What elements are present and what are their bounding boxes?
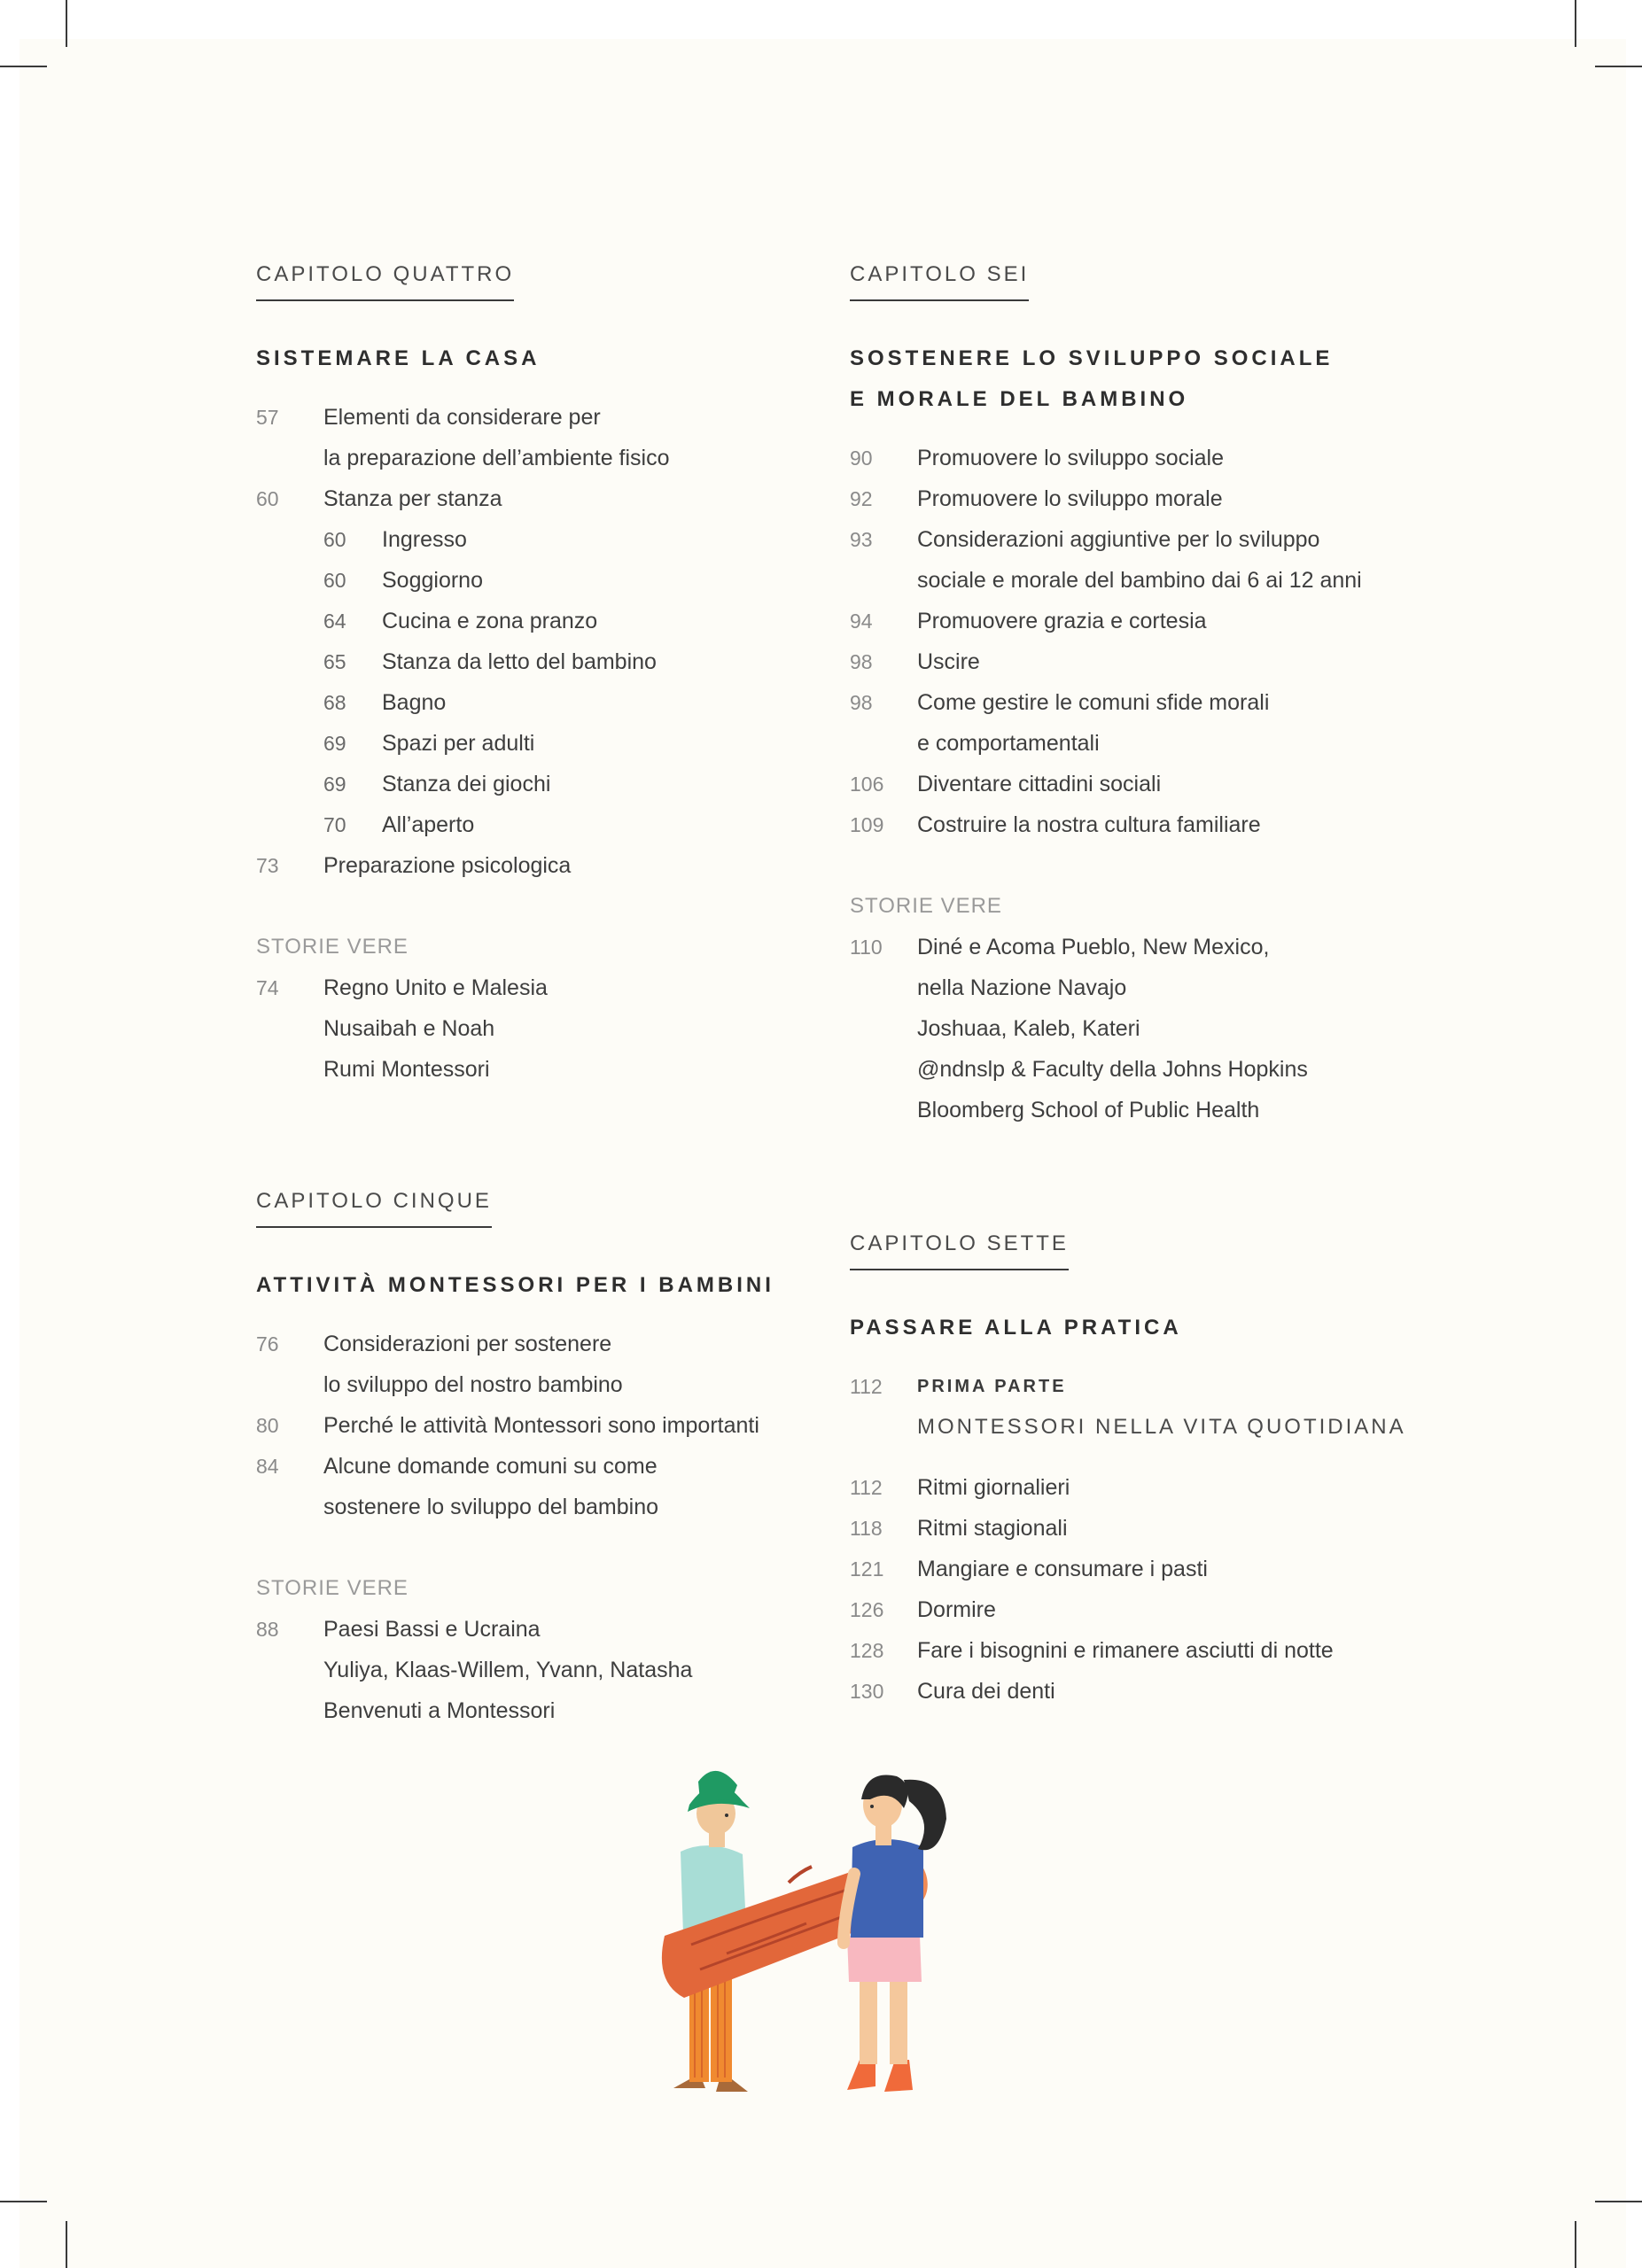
chapter-label: CAPITOLO SEI [850,262,1029,301]
page-number [850,1008,917,1049]
entry-text: Soggiorno [382,568,483,593]
entry-text: Stanza per stanza [323,486,502,511]
page-number [850,723,917,764]
entry-text: Nusaibah e Noah [323,1016,495,1041]
toc-entry[interactable] [850,1508,1470,1549]
stories-label: STORIE VERE [256,935,409,959]
page-number: 74 [256,976,279,999]
page-number: 94 [850,610,873,633]
page-number: 69 [323,732,346,755]
toc-entry[interactable] [256,1487,823,1527]
toc-entry[interactable] [256,1364,823,1405]
chapter-label: CAPITOLO QUATTRO [256,262,514,301]
entry-text: Regno Unito e Malesia [323,975,548,1000]
entry-text: Diné e Acoma Pueblo, New Mexico, [917,935,1270,959]
page-number [256,1008,323,1049]
crop-mark [1575,0,1576,47]
crop-mark [0,66,47,67]
entry-text: Diventare cittadini sociali [917,772,1162,796]
entry-text: Alcune domande comuni su come [323,1454,658,1479]
entry-text: Elementi da considerare per [323,405,601,430]
page-number [256,1487,323,1527]
toc-entry[interactable] [256,845,823,886]
page-number: 90 [850,447,873,470]
chapter-title: ATTIVITÀ MONTESSORI PER I BAMBINI [256,1273,774,1297]
page-number: 69 [323,773,346,796]
entry-text: Promuovere lo sviluppo sociale [917,446,1225,470]
toc-entry[interactable] [850,804,1470,845]
toc-sub-entry[interactable] [256,723,823,764]
crop-mark [1595,66,1642,67]
entry-text: @ndnslp & Faculty della Johns Hopkins [917,1057,1308,1082]
entry-text: Promuovere lo sviluppo morale [917,486,1223,511]
entry-text: sociale e morale del bambino dai 6 ai 12 anni [917,568,1362,593]
entry-text: la preparazione dell’ambiente fisico [323,446,670,470]
toc-entry[interactable] [850,723,1470,764]
page-number: 70 [323,813,346,836]
toc-entry[interactable] [256,438,823,478]
toc-entry[interactable] [850,927,1470,967]
toc-entry [850,1008,1470,1049]
page-number: 68 [323,691,346,714]
toc-entry [256,1650,823,1690]
page-number: 84 [256,1455,279,1478]
chapter-four [256,262,823,1090]
entry-text: Costruire la nostra cultura familiare [917,812,1261,837]
page-number: 118 [850,1517,883,1540]
toc-sub-entry[interactable] [256,601,823,641]
part-text [917,1366,1406,1448]
toc-entry[interactable] [850,478,1470,519]
page-number: 60 [256,487,279,510]
part-label: PRIMA PARTE [917,1377,1067,1396]
spacer [850,1448,1470,1467]
page-number: 98 [850,691,873,714]
toc-entry[interactable] [850,1630,1470,1671]
page-number: 112 [850,1476,883,1499]
toc-entry [256,1049,823,1090]
entry-text: Yuliya, Klaas-Willem, Yvann, Natasha [323,1658,693,1682]
entry-text: Stanza da letto del bambino [382,649,657,674]
page-number: 109 [850,813,884,836]
chapter-title-line: SOSTENERE LO SVILUPPO SOCIALE [850,346,1334,370]
page-number [256,1049,323,1090]
page-number: 98 [850,650,873,673]
toc-sub-entry[interactable] [256,682,823,723]
crop-mark [66,2221,67,2268]
page-number: 73 [256,854,279,877]
entry-text: Bagno [382,690,447,715]
entry-text: All’aperto [382,812,475,837]
entry-text: Bloomberg School of Public Health [917,1098,1260,1122]
page-number: 106 [850,773,884,796]
entry-text: sostenere lo sviluppo del bambino [323,1495,659,1519]
entry-text: Perché le attività Montessori sono importanti [323,1413,759,1438]
entry-text: Promuovere grazia e cortesia [917,609,1207,633]
page-number: 92 [850,487,873,510]
page-number: 57 [256,406,279,429]
page-number [256,1650,323,1690]
page-number [850,967,917,1008]
entry-text: Stanza dei giochi [382,772,551,796]
crop-mark [66,0,67,47]
toc-entry[interactable] [850,1549,1470,1589]
toc-sub-entry[interactable] [256,519,823,560]
chapter-title-line: E MORALE DEL BAMBINO [850,387,1189,411]
page-number [256,1364,323,1405]
page-number [850,1049,917,1090]
entry-text: Ritmi stagionali [917,1516,1068,1541]
toc-entry [850,967,1470,1008]
crop-mark [1595,2201,1642,2202]
chapter-seven [850,1231,1470,1712]
toc-entry[interactable] [256,1324,823,1364]
page-number: 112 [850,1375,883,1398]
toc-sub-entry[interactable] [256,560,823,601]
chapter-title: PASSARE ALLA PRATICA [850,1316,1182,1340]
page-number [850,1090,917,1130]
toc-entry[interactable] [256,1405,823,1446]
chapter-label: CAPITOLO CINQUE [256,1189,492,1228]
toc-entry [256,1690,823,1731]
toc-entry[interactable] [256,967,823,1008]
entry-text: Cucina e zona pranzo [382,609,598,633]
chapter-title: SISTEMARE LA CASA [256,346,541,370]
page-number: 80 [256,1414,279,1437]
page-number: 76 [256,1332,279,1355]
entry-text: nella Nazione Navajo [917,975,1127,1000]
entry-text: Rumi Montessori [323,1057,490,1082]
toc-sub-entry[interactable] [256,764,823,804]
page-number: 60 [323,569,346,592]
part-subtitle: MONTESSORI NELLA VITA QUOTIDIANA [917,1415,1406,1439]
entry-text: Cura dei denti [917,1679,1055,1704]
page-number: 60 [323,528,346,551]
entry-text: Considerazioni aggiuntive per lo sviluppo [917,527,1320,552]
toc-entry[interactable] [256,478,823,519]
entry-text: lo sviluppo del nostro bambino [323,1372,623,1397]
chapter-six [850,262,1470,1130]
chapter-label: CAPITOLO SETTE [850,1231,1069,1270]
entry-text: Uscire [917,649,980,674]
entry-text: Mangiare e consumare i pasti [917,1557,1208,1581]
entry-text: Ritmi giornalieri [917,1475,1070,1500]
toc-entry [850,1090,1470,1130]
page-number: 64 [323,610,346,633]
entry-text: Preparazione psicologica [323,853,572,878]
page-number: 121 [850,1557,884,1581]
stories-label: STORIE VERE [256,1576,409,1600]
toc-entry [850,1049,1470,1090]
entry-text: Spazi per adulti [382,731,535,756]
toc-sub-entry[interactable] [256,641,823,682]
page-number: 130 [850,1680,884,1703]
toc-entry [256,1008,823,1049]
toc-entry[interactable] [850,682,1470,723]
toc-entry[interactable] [256,1609,823,1650]
page-number: 88 [256,1618,279,1641]
page-number: 128 [850,1639,884,1662]
entry-text: Fare i bisognini e rimanere asciutti di notte [917,1638,1334,1663]
toc-entry[interactable] [850,601,1470,641]
toc-entry[interactable] [850,519,1470,560]
entry-text: Joshuaa, Kaleb, Kateri [917,1016,1140,1041]
entry-text: Paesi Bassi e Ucraina [323,1617,541,1642]
crop-mark [0,2201,47,2202]
page-number: 110 [850,936,883,959]
crop-mark [1575,2221,1576,2268]
chapter-five [256,1189,823,1731]
toc-sub-entry[interactable] [256,804,823,845]
toc-entry[interactable] [850,641,1470,682]
page-number: 93 [850,528,873,551]
entry-text: Benvenuti a Montessori [323,1698,556,1723]
toc-entry[interactable] [850,1589,1470,1630]
child-right-figure [844,1775,946,2092]
page-number [850,560,917,601]
toc-entry[interactable] [850,764,1470,804]
page-number: 126 [850,1598,884,1621]
part-entry[interactable] [850,1366,1470,1448]
toc-entry[interactable] [850,438,1470,478]
entry-text: Considerazioni per sostenere [323,1332,612,1356]
page-number [256,438,323,478]
chapter-title [850,338,1470,420]
toc-entry[interactable] [850,560,1470,601]
stories-label: STORIE VERE [850,894,1002,918]
page-number: 65 [323,650,346,673]
toc-entry[interactable] [256,1446,823,1487]
entry-text: Come gestire le comuni sfide morali [917,690,1270,715]
entry-text: Ingresso [382,527,467,552]
toc-entry[interactable] [850,1467,1470,1508]
page-number [256,1690,323,1731]
entry-text: e comportamentali [917,731,1100,756]
toc-entry[interactable] [850,1671,1470,1712]
toc-entry[interactable] [256,397,823,438]
entry-text: Dormire [917,1597,996,1622]
children-carrying-log-illustration [638,1750,992,2104]
